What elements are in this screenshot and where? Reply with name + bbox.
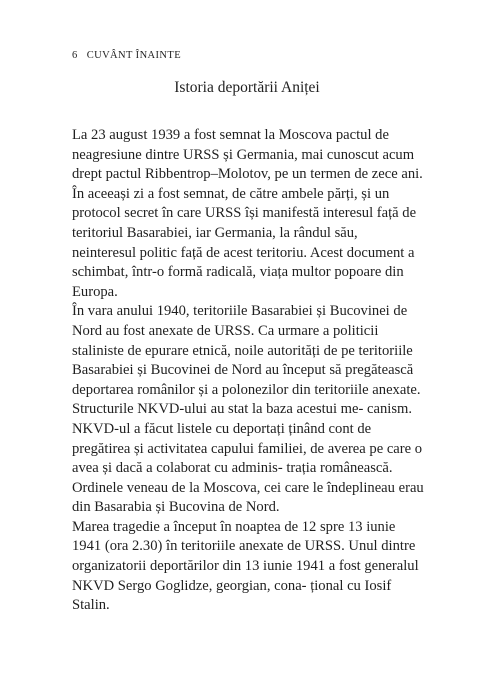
text-line: averea pe care o avea și dacă a colaborat cu adminis- bbox=[72, 440, 423, 477]
text-line: iunie 1941 (ora 2.30) în teritoriile anexate de URSS. bbox=[72, 518, 396, 555]
text-line: Structurile NKVD-ului au stat la baza acestui me- bbox=[72, 401, 364, 418]
text-line: acum drept pactul Ribbentrop–Molotov, pe un termen bbox=[72, 146, 415, 183]
paragraph bbox=[72, 126, 424, 302]
text-line: cont de pregătirea și activitatea capului familiei, de bbox=[72, 420, 372, 457]
text-line: de Nord au fost anexate de URSS. Ca urmare a politicii bbox=[72, 303, 408, 339]
running-head bbox=[72, 50, 181, 61]
text-line: țional cu Iosif Stalin. bbox=[72, 577, 392, 614]
text-line: Marea tragedie a început în noaptea de 12 spre 13 bbox=[72, 518, 363, 535]
page-number: 6 bbox=[72, 50, 78, 61]
text-line: Basarabiei și Bucovinei de Nord au început să pregătească bbox=[72, 362, 414, 379]
running-head-section: CUVÂNT ÎNAINTE bbox=[86, 50, 182, 61]
chapter-title: Istoria deportării Aniței bbox=[174, 79, 320, 96]
text-line: a fost generalul NKVD Sergo Goglidze, georgian, cona- bbox=[72, 558, 419, 594]
text-line: de Nord. bbox=[228, 499, 280, 516]
text-line: În vara anului 1940, teritoriile Basarabiei și Bucovinei bbox=[72, 303, 390, 320]
text-line: document a schimbat, într-o formă radicală, viața multor bbox=[72, 244, 415, 281]
text-line: rândul său, neinteresul politic față de acest teritoriu. Acest bbox=[72, 224, 358, 261]
text-line: deportarea românilor și a polonezilor din teritoriile bbox=[72, 381, 369, 398]
text-line: Unul dintre organizatorii deportărilor din 13 iunie 1941 bbox=[72, 538, 416, 575]
paragraph bbox=[72, 518, 424, 616]
body-text bbox=[72, 126, 424, 616]
text-line: de zece ani. În aceeași zi a fost semnat, de către ambele bbox=[72, 166, 423, 202]
text-line: trația românească. Ordinele veneau de la Moscova, bbox=[72, 460, 393, 496]
text-line: canism. NKVD-ul a făcut listele cu deportați ținând bbox=[72, 401, 413, 437]
text-line: staliniste de epurare etnică, noile autorități de pe teritoriile bbox=[72, 342, 413, 359]
text-line: de neagresiune dintre URSS și Germania, mai cunoscut bbox=[72, 127, 389, 163]
text-line: cei care le îndeplineau erau din Basarabia și Bucovina bbox=[72, 479, 424, 516]
text-line: anexate. bbox=[372, 381, 421, 398]
text-line: La 23 august 1939 a fost semnat la Moscova pactul bbox=[72, 127, 372, 143]
paragraph bbox=[72, 400, 424, 518]
text-line: interesul față de teritoriul Basarabiei, iar Germania, la bbox=[72, 205, 417, 241]
text-line: popoare din Europa. bbox=[72, 264, 404, 300]
text-line: părți, și un protocol secret în care URSS își manifestă bbox=[72, 185, 390, 222]
paragraph bbox=[72, 302, 424, 400]
